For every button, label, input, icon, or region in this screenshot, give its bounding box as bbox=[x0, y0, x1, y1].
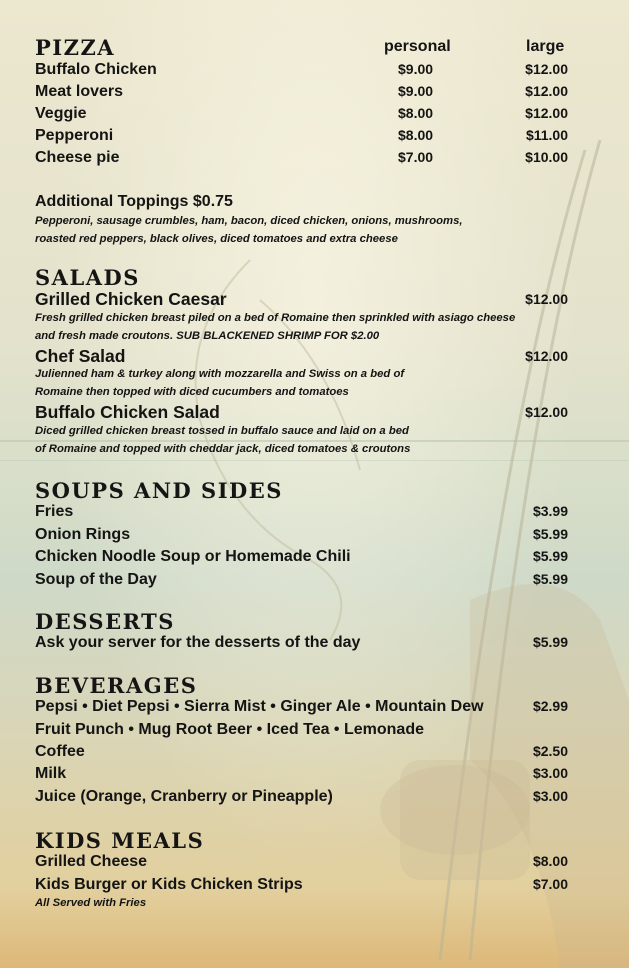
pizza-item: Buffalo Chicken $9.00 $12.00 bbox=[35, 61, 568, 78]
pizza-heading: PIZZA bbox=[35, 35, 116, 60]
kids-heading: KIDS MEALS bbox=[35, 828, 205, 853]
personal-price: $9.00 bbox=[398, 83, 434, 99]
personal-price: $7.00 bbox=[398, 149, 434, 165]
salad-price: $12.00 bbox=[525, 291, 568, 307]
toppings-description: Pepperoni, sausage crumbles, ham, bacon, diced chicken, onions, mushrooms, roasted red peppers, black olives, diced tomatoes and extra cheese bbox=[35, 215, 463, 245]
toppings-title: Additional Toppings $0.75 bbox=[35, 193, 233, 210]
salad-description: Fresh grilled chicken breast piled on a bed of Romaine then sprinkled with asiago cheese and fresh made croutons. SUB BLACKENED SHRIMP FOR $2.00 bbox=[35, 312, 516, 342]
beverage-price: $2.99 bbox=[532, 698, 568, 714]
large-price: $11.00 bbox=[525, 127, 568, 143]
personal-column-header: personal bbox=[384, 38, 451, 55]
side-item: Soup of the Day $5.99 bbox=[35, 571, 568, 588]
beverage-price: $3.00 bbox=[532, 788, 568, 804]
beverage-item: Pepsi • Diet Pepsi • Sierra Mist • Ginger Ale • Mountain Dew $2.99 bbox=[35, 698, 568, 715]
salad-description: Julienned ham & turkey along with mozzarella and Swiss on a bed of Romaine then topped with diced cucumbers and tomatoes bbox=[35, 368, 405, 398]
salad-description: Diced grilled chicken breast tossed in buffalo sauce and laid on a bed of Romaine and topped with cheddar jack, diced tomatoes & croutons bbox=[35, 425, 411, 455]
side-item: Fries $3.99 bbox=[35, 503, 568, 520]
pizza-item: Veggie $8.00 $12.00 bbox=[35, 105, 568, 122]
salad-price: $12.00 bbox=[525, 348, 568, 364]
large-price: $12.00 bbox=[525, 61, 568, 77]
kids-price: $7.00 bbox=[532, 876, 568, 892]
pizza-item: Meat lovers $9.00 $12.00 bbox=[35, 83, 568, 100]
beverage-item: Coffee $2.50 bbox=[35, 743, 568, 760]
side-price: $3.99 bbox=[532, 503, 568, 519]
pizza-item: Pepperoni $8.00 $11.00 bbox=[35, 127, 568, 144]
side-item: Onion Rings $5.99 bbox=[35, 526, 568, 543]
kids-item: Grilled Cheese $8.00 bbox=[35, 853, 568, 870]
beverage-item: Juice (Orange, Cranberry or Pineapple) $3.00 bbox=[35, 788, 568, 805]
soups-heading: SOUPS AND SIDES bbox=[35, 478, 283, 503]
kids-item: Kids Burger or Kids Chicken Strips $7.00 bbox=[35, 876, 568, 893]
large-price: $12.00 bbox=[525, 105, 568, 121]
beverage-price: $2.50 bbox=[532, 743, 568, 759]
large-column-header: large bbox=[526, 38, 565, 55]
salad-item: Buffalo Chicken Salad $12.00 bbox=[35, 402, 568, 422]
personal-price: $8.00 bbox=[398, 127, 434, 143]
personal-price: $8.00 bbox=[398, 105, 434, 121]
large-price: $12.00 bbox=[525, 83, 568, 99]
beverage-item: Fruit Punch • Mug Root Beer • Iced Tea • Lemonade bbox=[35, 721, 424, 738]
personal-price: $9.00 bbox=[398, 61, 434, 77]
beverages-heading: BEVERAGES bbox=[35, 673, 198, 698]
kids-price: $8.00 bbox=[532, 853, 568, 869]
dessert-price: $5.99 bbox=[532, 634, 568, 650]
kids-note: All Served with Fries bbox=[35, 897, 147, 909]
desserts-heading: DESSERTS bbox=[35, 609, 175, 634]
side-item: Chicken Noodle Soup or Homemade Chili $5.99 bbox=[35, 548, 568, 565]
salad-item: Chef Salad $12.00 bbox=[35, 346, 568, 366]
side-price: $5.99 bbox=[532, 526, 568, 542]
side-price: $5.99 bbox=[532, 571, 568, 587]
salads-heading: SALADS bbox=[35, 265, 140, 290]
beverage-price: $3.00 bbox=[532, 765, 568, 781]
pizza-item: Cheese pie $7.00 $10.00 bbox=[35, 149, 568, 166]
side-price: $5.99 bbox=[532, 548, 568, 564]
salad-item: Grilled Chicken Caesar $12.00 bbox=[35, 289, 568, 309]
dessert-item: Ask your server for the desserts of the day $5.99 bbox=[35, 634, 568, 651]
salad-price: $12.00 bbox=[525, 404, 568, 420]
large-price: $10.00 bbox=[525, 149, 568, 165]
beverage-item: Milk $3.00 bbox=[35, 765, 568, 782]
